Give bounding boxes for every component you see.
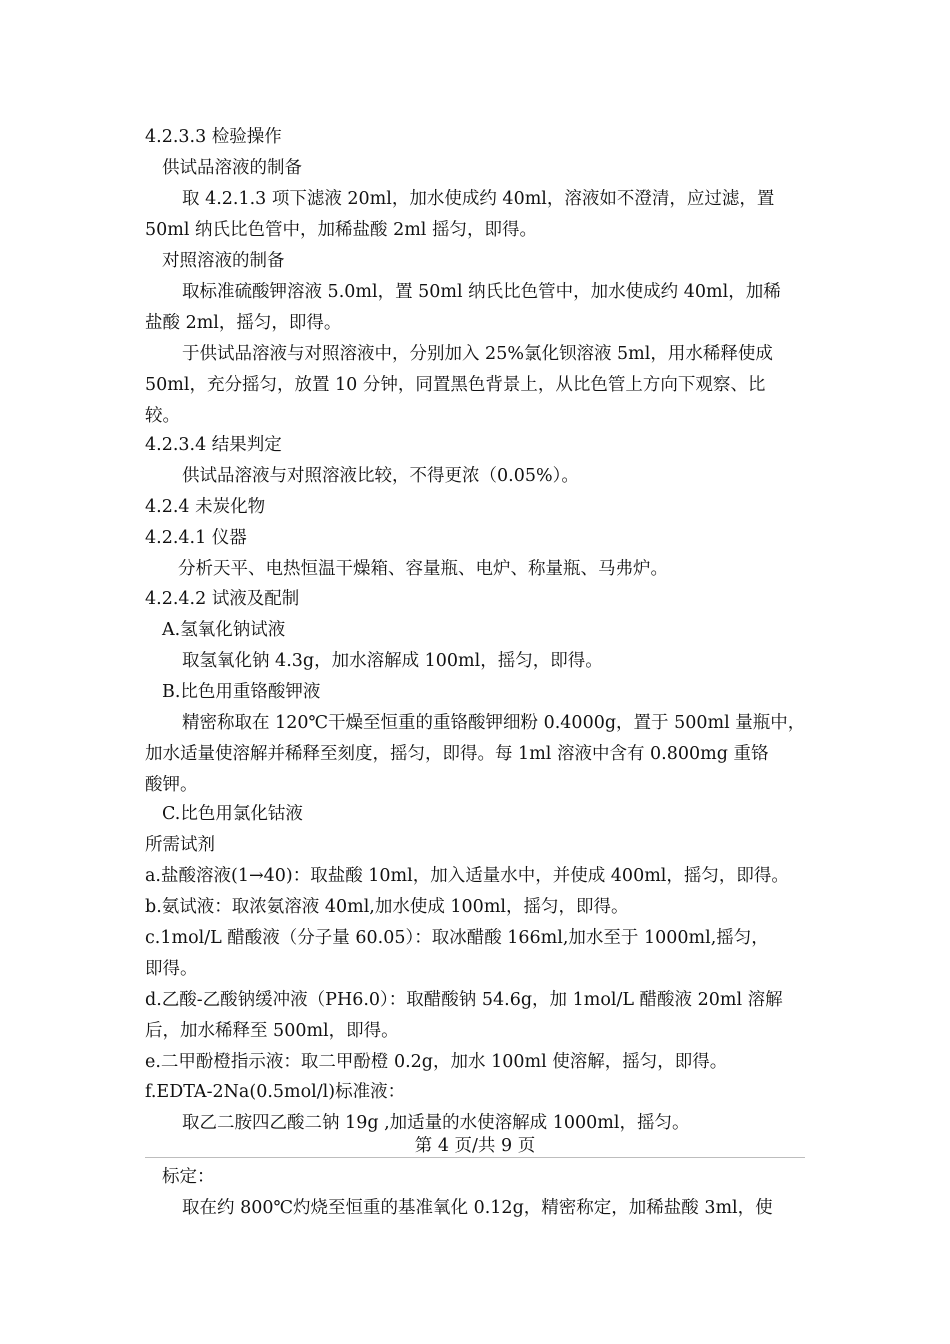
paragraph-line: 50ml 纳氏比色管中，加稀盐酸 2ml 摇匀，即得。	[145, 220, 537, 240]
paragraph-line: 取乙二胺四乙酸二钠 19g ,加适量的水使溶解成 1000ml，摇匀。	[182, 1113, 690, 1133]
paragraph-line: 盐酸 2ml，摇匀，即得。	[145, 313, 342, 333]
section-heading-4-2-3-3: 4.2.3.3 检验操作	[145, 127, 282, 147]
subheading-reagents: 所需试剂	[145, 835, 215, 855]
section-heading-4-2-4-2: 4.2.4.2 试液及配制	[145, 589, 300, 609]
next-page-paragraph-line: 取在约 800℃灼烧至恒重的基准氧化 0.12g，精密称定，加稀盐酸 3ml，使	[182, 1198, 773, 1218]
section-heading-4-2-4: 4.2.4 未炭化物	[145, 497, 266, 517]
next-page-heading: 标定：	[162, 1167, 215, 1187]
subheading-a: A.氢氧化钠试液	[162, 620, 286, 640]
subheading-sample-solution: 供试品溶液的制备	[162, 158, 302, 178]
paragraph-line: 酸钾。	[145, 775, 198, 795]
list-item-f: f.EDTA-2Na(0.5mol/l)标准液：	[145, 1082, 406, 1102]
list-item-b: b.氨试液：取浓氨溶液 40ml,加水使成 100ml，摇匀，即得。	[145, 897, 629, 917]
paragraph-line: 加水适量使溶解并稀释至刻度，摇匀，即得。每 1ml 溶液中含有 0.800mg 重铬	[145, 744, 769, 764]
subheading-b: B.比色用重铬酸钾液	[162, 682, 321, 702]
paragraph-line: 取标准硫酸钾溶液 5.0ml，置 50ml 纳氏比色管中，加水使成约 40ml，加稀	[182, 282, 781, 302]
list-item-e: e.二甲酚橙指示液：取二甲酚橙 0.2g，加水 100ml 使溶解，摇匀，即得。	[145, 1052, 728, 1072]
paragraph-line: 取 4.2.1.3 项下滤液 20ml，加水使成约 40ml，溶液如不澄清，应过滤，置	[182, 189, 775, 209]
paragraph-line: 取氢氧化钠 4.3g，加水溶解成 100ml，摇匀，即得。	[182, 651, 603, 671]
paragraph-line: 分析天平、电热恒温干燥箱、容量瓶、电炉、称量瓶、马弗炉。	[178, 559, 668, 579]
subheading-c: C.比色用氯化钴液	[162, 804, 303, 824]
paragraph-line: 供试品溶液与对照溶液比较，不得更浓（0.05%）。	[182, 466, 579, 486]
paragraph-line: 精密称取在 120℃干燥至恒重的重铬酸钾细粉 0.4000g，置于 500ml 量瓶中，	[182, 713, 806, 733]
paragraph-line: 较。	[145, 406, 180, 426]
page-number: 第 4 页/共 9 页	[414, 1136, 536, 1156]
paragraph-line: 50ml，充分摇匀，放置 10 分钟，同置黑色背景上，从比色管上方向下观察、比	[145, 375, 766, 395]
section-heading-4-2-4-1: 4.2.4.1 仪器	[145, 528, 247, 548]
list-item-d: d.乙酸-乙酸钠缓冲液（PH6.0）：取醋酸钠 54.6g，加 1mol/L 醋酸液 20ml 溶解	[145, 990, 783, 1010]
section-heading-4-2-3-4: 4.2.3.4 结果判定	[145, 435, 282, 455]
subheading-reference-solution: 对照溶液的制备	[162, 251, 285, 271]
list-item-a: a.盐酸溶液(1→40)：取盐酸 10ml，加入适量水中，并使成 400ml，摇匀，即得。	[145, 866, 789, 886]
paragraph-line: 于供试品溶液与对照溶液中，分别加入 25%氯化钡溶液 5ml，用水稀释使成	[182, 344, 773, 364]
list-item-c-cont: 即得。	[145, 959, 198, 979]
list-item-c: c.1mol/L 醋酸液（分子量 60.05）：取冰醋酸 166ml,加水至于 1000ml,摇匀，	[145, 928, 769, 948]
list-item-d-cont: 后，加水稀释至 500ml，即得。	[145, 1021, 399, 1041]
footer-divider	[145, 1157, 805, 1158]
